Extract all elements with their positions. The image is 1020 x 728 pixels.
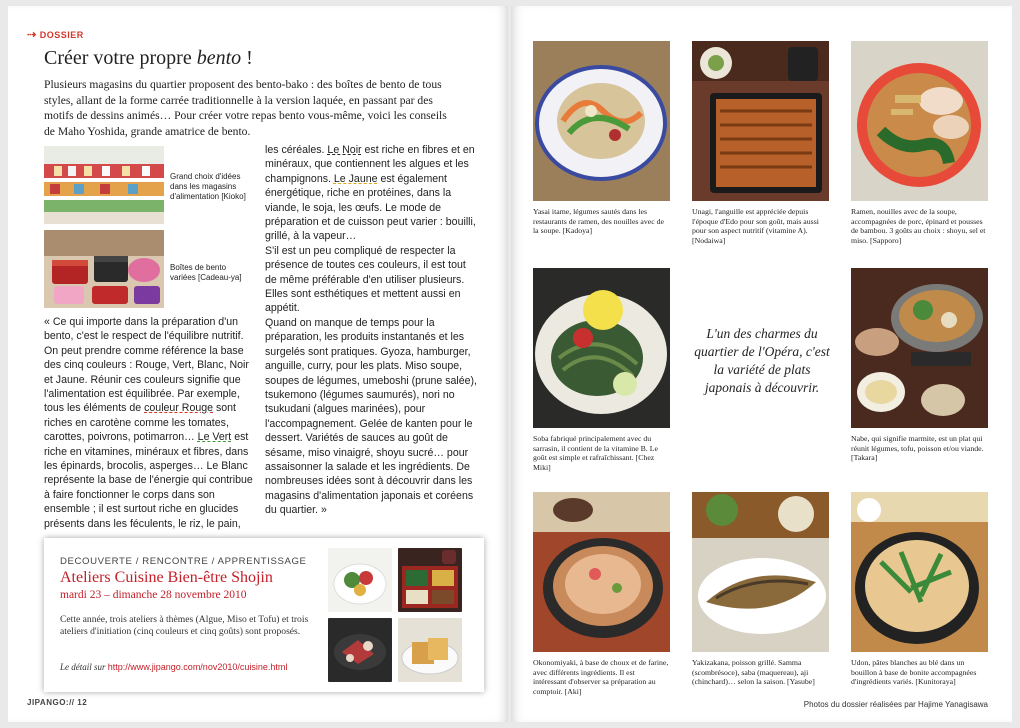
caption-okonomiyaki: Okonomiyaki, à base de choux et de farine, avec différents ingrédients. Il est intéressant d'observer sa préparation au comptoir. [Aki] [533,658,669,696]
yellow-keyword: Le Jaune [333,172,378,185]
photo-yasai-itame [533,41,670,201]
caption-nabe: Nabe, qui signifie marmite, est un plat qui réunit légumes, tofu, poisson et/ou viande. [Takara] [851,434,984,463]
photo-unagi [692,41,829,201]
shojin-photo-4 [398,618,462,682]
photo-udon [851,492,988,652]
red-keyword: couleur Rouge [144,402,214,415]
shojin-photo-3 [328,618,392,682]
column-2-text-b: S'il est un peu compliqué de respecter la présence de toutes ces couleurs, il est tout de même préférable d'en utiliser plusieurs. Elles sont esthétiques et mettent aussi en appétit. [265,244,466,315]
event-box [44,538,484,692]
photo-yakizakana [692,492,829,652]
column-1-text: « Ce qui importe dans la préparation d'un bento, c'est le respect de l'équilibre nutritif. On peut prendre comme référence la base des cinq couleurs : Rouge, Vert, Blanc, Noir et Jaune. Réunir ces couleurs signifie que l'alimentation est équilibrée. Par exemple, tous les éléments de couleur Rouge sont riches en carotène comme les tomates, carottes, poivrons, potimarron… Le Vert est riche en vitamines, minéraux et fibres, dans les épinards, brocolis, asperges… Le Blanc représente la base de l'énergie qui contribue à faire fonctionner le corps dans son ensemble ; il est surtout riche en glucides présents dans les féculents, le riz, le pain, [44,316,253,530]
pull-quote: L'un des charmes du quartier de l'Opéra, c'est la variété de plats japonais à découvrir. [694,326,830,395]
text-column-2 [265,143,480,518]
photo-nabe [851,268,988,428]
photo-ramen [851,41,988,201]
text-column-1 [44,315,254,531]
thumb2-caption: Boîtes de bento variées [Cadeau-ya] [170,263,242,282]
event-link-line [60,662,287,672]
page-title: Créer votre propre bento ! [44,47,253,69]
thumb1-caption: Grand choix d'idées dans les magasins d'alimentation [Kioko] [170,172,246,201]
event-link-prefix: Le détail sur [60,662,108,672]
event-kicker: DECOUVERTE / RENCONTRE / APPRENTISSAGE [60,556,307,567]
section-label-text: DOSSIER [39,29,84,40]
caption-udon: Udon, pâtes blanches au blé dans un bouillon à base de bonite accompagnées d'ingrédients variés. [Kunitoraya] [851,658,977,687]
page-number-footer: JIPANGO:// 12 [27,698,88,707]
bento-boxes-photo [44,230,164,308]
event-date: mardi 23 – dimanche 28 novembre 2010 [60,589,247,601]
caption-unagi: Unagi, l'anguille est appréciée depuis l'époque d'Edo pour son goût, mais aussi pour son aspect nutritif (vitamine A). [Nodaiwa] [692,207,819,245]
shop-shelves-photo [44,146,164,224]
photo-credit: Photos du dossier réalisées par Hajime Yanagisawa [803,700,988,709]
column-2-text-a: les céréales. Le Noir est riche en fibres et en minéraux, que contiennent les algues et les champignons. Le Jaune est également énergétique, riche en protéines, dans la viande, le soja, les œufs. Le mode de préparation et de cuisson peut varier : bouilli, grillé, à la vapeur… [265,144,476,243]
caption-soba: Soba fabriqué principalement avec du sarrasin, il contient de la vitamine B. Le goût est simple et rafraîchissant. [Chez Miki] [533,434,658,472]
photo-okonomiyaki [533,492,670,652]
left-page [8,6,508,722]
event-link[interactable]: http://www.jipango.com/nov2010/cuisine.html [107,662,288,672]
intro-paragraph: Plusieurs magasins du quartier proposent des bento-bako : des boîtes de bento de tous styles, allant de la forme carrée traditionnelle à la version laquée, en passant par des motifs de dessins animés… Pour créer votre repas bento vous-même, voici les conseils de Maho Yoshida, grande amatrice de bento. [44,78,447,138]
section-label [27,28,84,41]
caption-ramen: Ramen, nouilles avec de la soupe, accompagnées de porc, épinard et pousses de bambou. 3 goûts au choix : shoyu, sel et miso. [Sapporo] [851,207,986,245]
caption-yakizakana: Yakizakana, poisson grillé. Samma (scombrésoce), saba (maquereau), aji (chinchard)… selon la saison. [Yasube] [692,658,815,687]
arrow-icon: ⇢ [27,29,37,41]
event-title: Ateliers Cuisine Bien-être Shojin [60,569,273,586]
right-page [511,6,1012,722]
green-keyword: Le Vert [197,431,232,444]
event-description: Cette année, trois ateliers à thèmes (Algue, Miso et Tofu) et trois ateliers d'initiation (cinq couleurs et cinq goûts) sont proposés. [60,614,309,637]
caption-yasai-itame: Yasai itame, légumes sautés dans les restaurants de ramen, des nouilles avec de la soupe. [Kadoya] [533,207,664,236]
black-keyword: Le Noir [327,144,362,156]
shojin-photo-2 [398,548,462,612]
photo-soba [533,268,670,428]
shojin-photo-1 [328,548,392,612]
column-2-text-c: Quand on manque de temps pour la préparation, les produits instantanés et les surgelés sont pratiques. Gyoza, hamburger, anguille, curry, pour les plats. Miso soupe, soupes de légumes, umeboshi (prune salée), tsukemono (légumes saumurés), nori no tsukudani (algues marinées), pour l'accompagnement. Gelée de kanten pour le dessert. Variétés de sauces au goût de sésame, miso vinaigré, shoyu sucré… pour assaisonner la salade et les ingrédients. De nombreuses idées sont à découvrir dans les magasins d'alimentation japonais et coréens du quartier. » [265,316,477,517]
